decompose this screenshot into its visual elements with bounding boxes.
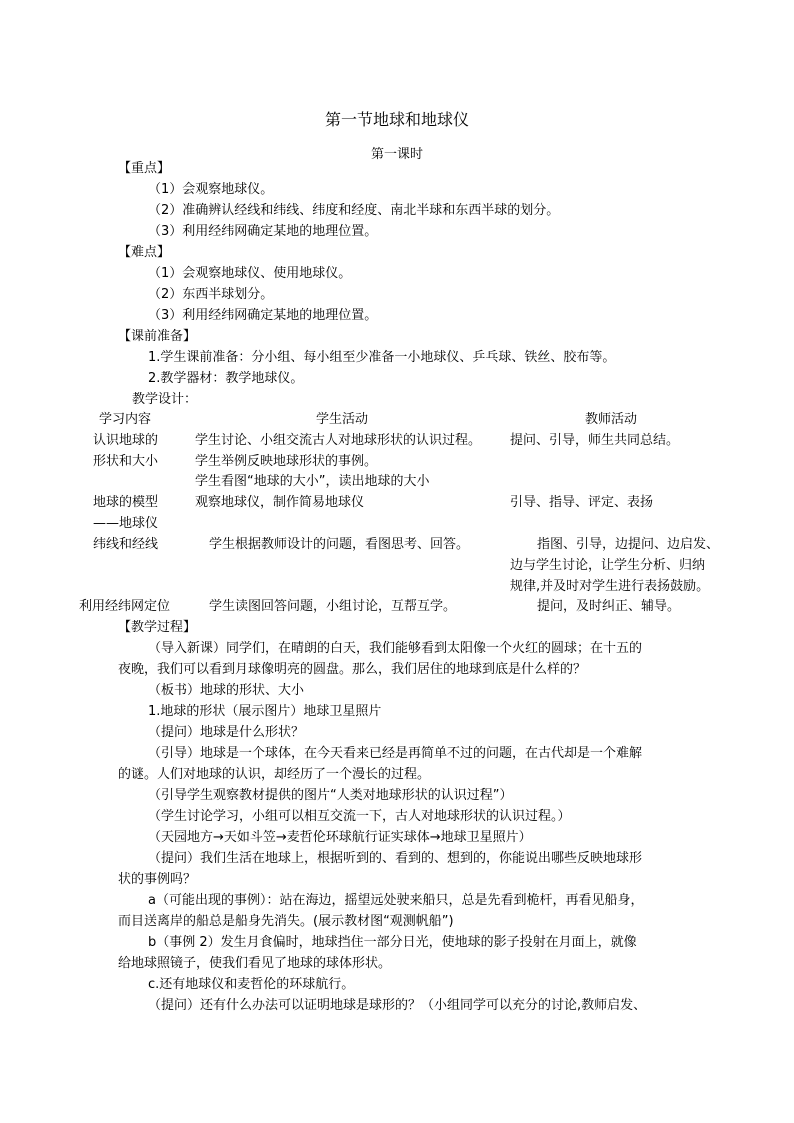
table-row-1-teacher: 提问、引导，师生共同总结。 xyxy=(510,433,680,448)
process-line-12: 状的事例吗？ xyxy=(118,872,197,887)
preparation-item-2: 2.教学器材：教学地球仪。 xyxy=(148,371,304,386)
difficult-point-1: （1）会观察地球仪、使用地球仪。 xyxy=(148,266,352,281)
key-point-3: （3）利用经纬网确定某地的地理位置。 xyxy=(148,224,378,239)
table-row-4-teacher: 提问，及时纠正、辅导。 xyxy=(537,599,681,614)
table-row-3-student: 学生根据教师设计的问题，看图思考、回答。 xyxy=(209,537,470,552)
page-title: 第一节地球和地球仪 xyxy=(324,110,469,129)
table-row-4-content: 利用经纬网定位 xyxy=(79,599,171,614)
table-header-content: 学习内容 xyxy=(99,412,152,427)
table-header-teacher: 教师活动 xyxy=(585,412,638,427)
process-line-8: （引导学生观察教材提供的图片“人类对地球形状的认识过程”） xyxy=(148,788,513,803)
table-row-1-student-line-2: 学生举例反映地球形状的事例。 xyxy=(195,454,378,469)
table-row-2-content-line-2: ——地球仪 xyxy=(93,516,159,531)
process-line-11: （提问）我们生活在地球上，根据听到的、看到的、想到的，你能说出哪些反映地球形 xyxy=(148,851,643,866)
key-point-2: （2）准确辨认经线和纬线、纬度和经度、南北半球和东西半球的划分。 xyxy=(148,203,560,218)
process-line-13: a（可能出现的事例）：站在海边，摇望远处驶来船只，总是先看到桅杆，再看见船身， xyxy=(148,893,644,908)
table-row-1-content-line-1: 认识地球的 xyxy=(93,433,159,448)
table-row-2-content-line-1: 地球的模型 xyxy=(93,495,159,510)
preparation-item-1: 1.学生课前准备：分小组、每小组至少准备一小地球仪、乒乓球、铁丝、胶布等。 xyxy=(148,350,616,365)
process-line-9: （学生讨论学习，小组可以相互交流一下，古人对地球形状的认识过程。） xyxy=(148,809,571,824)
process-line-14: 而目送离岸的船总是船身先消失。(展示教材图“观测帆船”) xyxy=(118,914,454,929)
process-line-5: （提问）地球是什么形状？ xyxy=(148,725,305,740)
process-line-15: b（事例 2）发生月食偏时，地球挡住一部分日光，使地球的影子投射在月面上，就像 xyxy=(148,935,637,950)
design-label: 教学设计： xyxy=(132,392,198,407)
table-row-3-teacher-line-2: 边与学生讨论，让学生分析、归纳 xyxy=(510,558,706,573)
process-line-16: 给地球照镜子，使我们看见了地球的球体形状。 xyxy=(118,956,392,971)
key-point-1: （1）会观察地球仪。 xyxy=(148,182,274,197)
table-row-3-teacher-line-1: 指图、引导，边提问、边启发、 xyxy=(537,537,720,552)
process-line-3: （板书）地球的形状、大小 xyxy=(148,683,305,698)
lesson-subtitle: 第一课时 xyxy=(370,147,423,162)
process-line-10: （天园地方→天如斗笠→麦哲伦环球航行证实球体→地球卫星照片） xyxy=(148,830,532,845)
table-row-1-content-line-2: 形状和大小 xyxy=(93,454,159,469)
table-row-2-teacher: 引导、指导、评定、表扬 xyxy=(510,495,654,510)
process-line-18: （提问）还有什么办法可以证明地球是球形的？（小组同学可以充分的讨论,教师启发、 xyxy=(148,998,647,1013)
process-heading: 【教学过程】 xyxy=(118,620,197,635)
difficult-point-2: （2）东西半球划分。 xyxy=(148,287,274,302)
table-row-1-student-line-3: 学生看图“地球的大小”，读出地球的大小 xyxy=(195,474,430,489)
table-row-3-content: 纬线和经线 xyxy=(93,537,159,552)
table-row-1-student-line-1: 学生讨论、小组交流古人对地球形状的认识过程。 xyxy=(195,433,482,448)
process-line-6: （引导）地球是一个球体，在今天看来已经是再简单不过的问题，在古代却是一个难解 xyxy=(148,746,643,761)
process-line-2: 夜晚，我们可以看到月球像明亮的圆盘。那么，我们居住的地球到底是什么样的？ xyxy=(118,662,587,677)
table-header-student: 学生活动 xyxy=(316,412,369,427)
process-line-17: c.还有地球仪和麦哲伦的环球航行。 xyxy=(148,977,355,992)
process-line-4: 1.地球的形状（展示图片）地球卫星照片 xyxy=(148,704,382,719)
difficult-points-heading: 【难点】 xyxy=(118,245,171,260)
table-row-3-teacher-line-3: 规律,并及时对学生进行表扬鼓励。 xyxy=(510,579,710,594)
table-row-2-student: 观察地球仪，制作简易地球仪 xyxy=(195,495,365,510)
difficult-point-3: （3）利用经纬网确定某地的地理位置。 xyxy=(148,308,378,323)
process-line-1: （导入新课）同学们，在晴朗的白天，我们能够看到太阳像一个火红的圆球；在十五的 xyxy=(148,641,643,656)
key-points-heading: 【重点】 xyxy=(118,161,171,176)
table-row-4-student: 学生读图回答问题，小组讨论，互帮互学。 xyxy=(209,599,457,614)
preparation-heading: 【课前准备】 xyxy=(118,329,197,344)
process-line-7: 的谜。人们对地球的认识，却经历了一个漫长的过程。 xyxy=(118,767,431,782)
